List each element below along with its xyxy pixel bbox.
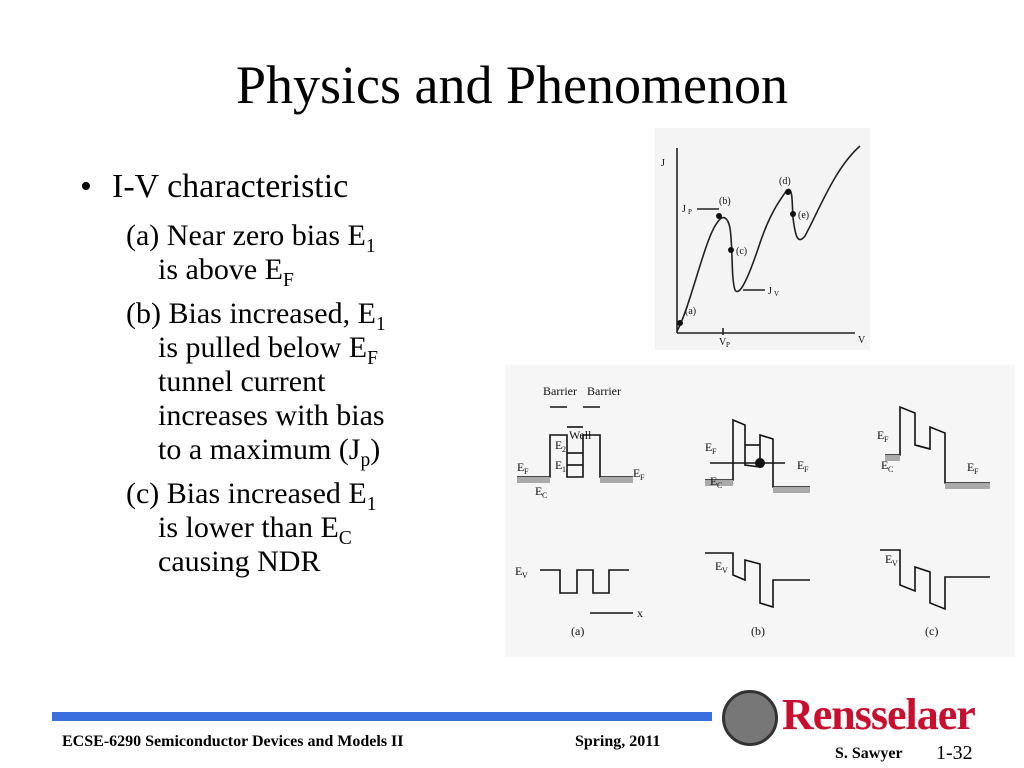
band-c-ef-right-sub: F — [974, 467, 979, 476]
band-diagram-figure — [505, 365, 1015, 657]
item-b-sub2: F — [367, 347, 378, 369]
band-a-ec-sub: C — [542, 491, 548, 500]
item-c-sub2: C — [338, 527, 352, 549]
band-c-e1 — [915, 445, 930, 449]
band-a-ef-left-sub: F — [524, 467, 529, 476]
label-b: (b) — [719, 196, 731, 207]
item-b-line5-end: ) — [370, 433, 381, 466]
point-a — [677, 320, 683, 326]
band-a-ev: E — [515, 564, 523, 578]
well-label: Well — [569, 428, 592, 442]
e2-sub: 2 — [562, 445, 566, 454]
item-b-line4: increases with bias — [158, 399, 385, 432]
point-d — [785, 189, 791, 195]
item-b-line1: (b) Bias increased, E — [126, 297, 376, 330]
x-axis-label: x — [637, 606, 643, 620]
band-b-ev: E — [715, 559, 723, 573]
band-a-right-fill — [600, 477, 633, 483]
item-a-sub1: 1 — [365, 235, 376, 257]
footer-page: 1-32 — [936, 742, 973, 764]
item-a-line2: is above E — [158, 253, 283, 286]
rensselaer-logo: Rensselaer — [782, 690, 975, 739]
point-e — [790, 211, 796, 217]
item-b-line3: tunnel current — [158, 365, 326, 398]
barrier2-label: Barrier — [587, 384, 621, 398]
item-b-sub5: p — [360, 449, 371, 471]
band-b-ec-sub: C — [717, 481, 723, 490]
sub-item-b — [126, 297, 488, 471]
label-c: (c) — [736, 246, 748, 257]
label-a: (a) — [685, 306, 697, 317]
band-a-ef-right: E — [633, 466, 641, 480]
band-b-ef-right: E — [797, 458, 805, 472]
label-e: (e) — [798, 210, 810, 221]
band-a-ef-right-sub: F — [640, 473, 645, 482]
item-c-line2: is lower than E — [158, 511, 339, 544]
band-a-ef-left: E — [517, 460, 525, 474]
item-b-line5: to a maximum (J — [158, 433, 361, 466]
point-b — [716, 213, 722, 219]
band-b-ec: E — [710, 474, 718, 488]
item-b-sub1: 1 — [375, 313, 386, 335]
e2-label: E — [555, 438, 563, 452]
bullet-dot: • — [80, 168, 92, 205]
item-a-sub2: F — [282, 269, 294, 291]
band-a-left-fill — [517, 477, 550, 483]
vp-sub: P — [726, 341, 730, 349]
band-b-electron — [755, 458, 765, 468]
band-c-ec: E — [881, 458, 889, 472]
iv-curve-figure — [655, 128, 870, 350]
bullet-iv-characteristic — [68, 165, 488, 209]
band-b-ef-sub: F — [712, 447, 717, 456]
y-axis-label: J — [661, 158, 665, 169]
band-a-ec: E — [535, 484, 543, 498]
band-b-ef: E — [705, 440, 713, 454]
band-a-valence — [540, 570, 629, 593]
sub-item-c — [126, 477, 488, 579]
footer-author: S. Sawyer — [835, 745, 903, 762]
vp-label: V — [719, 337, 727, 348]
slide-title: Physics and Phenomenon — [236, 55, 788, 115]
caption-a: (a) — [571, 624, 585, 638]
bullet-list — [68, 165, 488, 579]
item-c-line3: causing NDR — [158, 545, 321, 578]
footer-bar — [52, 712, 712, 721]
item-b-line2: is pulled below E — [158, 331, 368, 364]
e1-sub: 1 — [562, 465, 566, 474]
x-axis-label: V — [858, 335, 866, 346]
barrier1-label: Barrier — [543, 384, 577, 398]
caption-b: (b) — [751, 624, 765, 638]
jp-label: J — [682, 204, 686, 215]
item-c-line1: (c) Bias increased E — [126, 477, 367, 510]
point-c — [728, 247, 734, 253]
jv-sub: V — [774, 290, 780, 298]
jp-sub: P — [688, 208, 692, 216]
band-a-ev-sub: V — [522, 571, 528, 580]
footer-term: Spring, 2011 — [575, 733, 661, 750]
band-b-ev-sub: V — [722, 566, 728, 575]
label-d: (d) — [779, 176, 791, 187]
band-b-right-fill — [773, 487, 810, 493]
band-c-ev-sub: V — [892, 559, 898, 568]
band-b-conduction — [705, 420, 810, 487]
sub-item-a — [126, 219, 488, 291]
band-c-ef-sub: F — [884, 435, 889, 444]
e1-label: E — [555, 458, 563, 472]
band-c-ef: E — [877, 428, 885, 442]
jv-label: J — [768, 286, 772, 297]
item-a-line1: (a) Near zero bias E — [126, 219, 366, 252]
band-c-ev: E — [885, 552, 893, 566]
caption-c: (c) — [925, 624, 939, 638]
band-c-ec-sub: C — [888, 465, 894, 474]
rensselaer-seal-icon — [722, 690, 778, 746]
band-c-right-fill — [945, 483, 990, 489]
band-c-ef-right: E — [967, 460, 975, 474]
item-c-sub1: 1 — [366, 493, 377, 515]
band-b-ef-right-sub: F — [804, 465, 809, 474]
bullet-text: I-V characteristic — [112, 168, 349, 205]
iv-curve — [677, 146, 860, 331]
footer-course: ECSE-6290 Semiconductor Devices and Models II — [62, 733, 404, 750]
